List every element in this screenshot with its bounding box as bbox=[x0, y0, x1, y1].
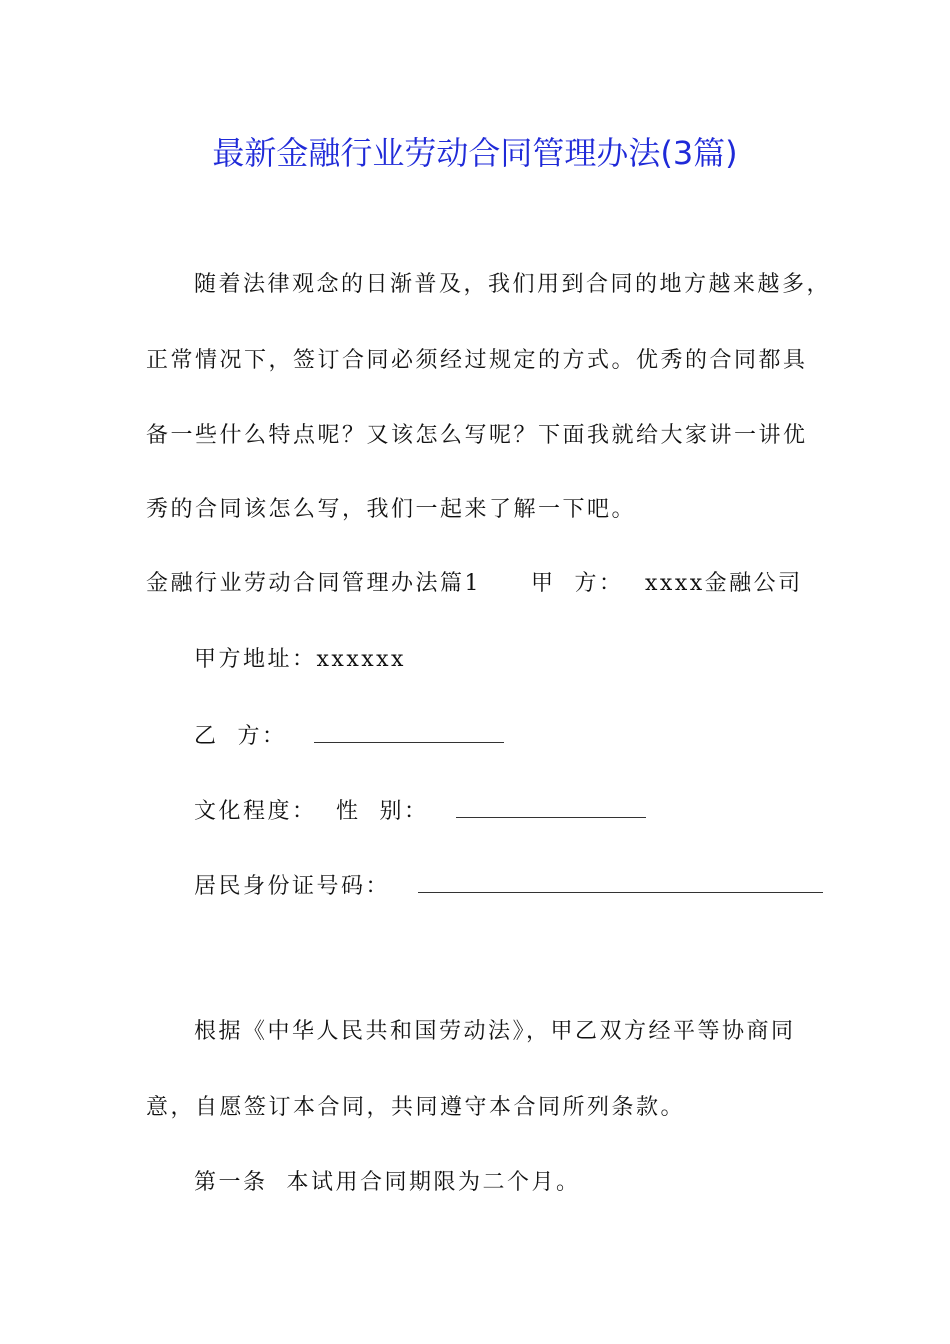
section-heading: 金融行业劳动合同管理办法篇1 bbox=[146, 571, 481, 596]
id-number-row bbox=[194, 870, 823, 902]
article-1: 第一条 本试用合同期限为二个月。 bbox=[194, 1170, 581, 1195]
party-a-address-label: 甲方地址： bbox=[194, 647, 317, 672]
id-number-label: 居民身份证号码： bbox=[194, 874, 391, 899]
gender-blank bbox=[456, 795, 646, 818]
section-heading-row bbox=[146, 569, 803, 599]
basis-line-1: 根据《中华人民共和国劳动法》，甲乙双方经平等协商同 bbox=[194, 1019, 796, 1044]
party-b-row bbox=[194, 720, 504, 752]
intro-line-2: 正常情况下，签订合同必须经过规定的方式。优秀的合同都具 bbox=[146, 348, 808, 373]
party-a-label: 甲 方： bbox=[531, 571, 624, 596]
document-title: 最新金融行业劳动合同管理办法(3篇) bbox=[212, 134, 738, 172]
party-b-blank bbox=[314, 720, 504, 743]
intro-line-1: 随着法律观念的日渐普及，我们用到合同的地方越来越多， bbox=[194, 272, 832, 297]
id-number-blank bbox=[418, 870, 823, 893]
party-a-address-row bbox=[194, 645, 406, 675]
education-row bbox=[194, 795, 646, 827]
intro-line-3: 备一些什么特点呢？又该怎么写呢？下面我就给大家讲一讲优 bbox=[146, 423, 808, 448]
party-a-value: xxxx金融公司 bbox=[645, 571, 803, 596]
intro-line-4: 秀的合同该怎么写，我们一起来了解一下吧。 bbox=[146, 497, 637, 522]
party-a-address-value: xxxxxx bbox=[316, 647, 406, 672]
basis-line-2: 意，自愿签订本合同，共同遵守本合同所列条款。 bbox=[146, 1095, 686, 1120]
gender-label: 性 别： bbox=[336, 799, 429, 824]
education-label: 文化程度： bbox=[194, 799, 317, 824]
party-b-label: 乙 方： bbox=[194, 724, 287, 749]
